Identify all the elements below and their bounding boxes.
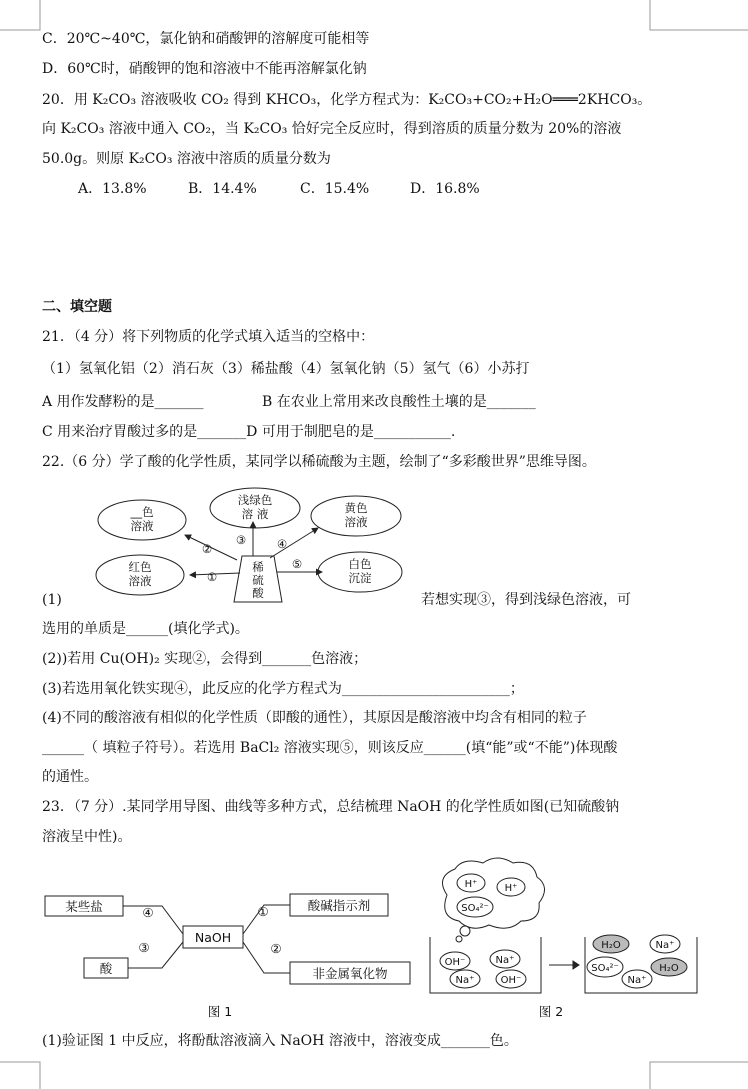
label-5: ⑤: [291, 557, 303, 571]
fig1-nonmetal-oxide: 非金属氧化物: [312, 966, 388, 981]
fig2-caption: 图 2: [538, 1004, 564, 1019]
q22-part1-continued: 选用的单质是______(填化学式)。: [42, 621, 249, 637]
n4-line2: 溶液: [344, 515, 368, 529]
label-1: ①: [206, 570, 218, 584]
n5-line2: 沉淀: [348, 571, 372, 585]
n1-line1: 红色: [128, 560, 152, 574]
center-char-1: 稀: [252, 560, 264, 574]
fig1-label-2: ②: [270, 941, 282, 956]
q20-line-1: 20．用 K₂CO₃ 溶液吸收 CO₂ 得到 KHCO₃，化学方程式为：K₂CO₃+CO₂+H₂O═══2KHCO₃。: [42, 92, 652, 108]
fig1-caption: 图 1: [207, 1004, 233, 1019]
fig1-naoh: NaOH: [194, 930, 232, 945]
q22-part1-number: (1): [42, 592, 62, 608]
cloud-ion-1: H⁺: [464, 879, 478, 890]
q20-option-d: D．16.8%: [410, 181, 480, 197]
q23-line-2: 溶液呈中性)。: [42, 829, 132, 845]
q23-part1: (1)验证图 1 中反应，将酚酞溶液滴入 NaOH 溶液中，溶液变成_______色。: [42, 1033, 518, 1049]
label-2: ②: [201, 542, 213, 556]
q20-line-3: 50.0g。则原 K₂CO₃ 溶液中溶质的质量分数为: [42, 151, 331, 167]
naoh-concept-map: [40, 884, 420, 1024]
q22-part2: (2))若用 Cu(OH)₂ 实现②，会得到_______色溶液；: [42, 651, 368, 667]
center-char-3: 酸: [252, 586, 264, 600]
q22-part4-line1: (4)不同的酸溶液有相似的化学性质（即酸的通性），其原因是酸溶液中均含有相同的粒子: [42, 710, 587, 726]
b2-particle-5: Na⁺: [627, 975, 647, 986]
n5-line1: 白色: [348, 557, 372, 571]
acid-cloud: [443, 858, 545, 928]
n2-line2: 溶液: [130, 519, 154, 533]
q23-line-1: 23．（7 分）.某同学用导图、曲线等多种方式，总结梳理 NaOH 的化学性质如图(已知硫酸钠: [42, 799, 620, 815]
fig1-salt: 某些盐: [65, 899, 103, 914]
corner-mark-bottom-right: [648, 1050, 748, 1089]
q22-part1-text: 若想实现③，得到浅绿色溶液，可: [421, 592, 631, 608]
n2-line1: __色: [130, 505, 154, 519]
fig1-indicator: 酸碱指示剂: [307, 898, 371, 913]
q20-option-a: A．13.8%: [78, 181, 147, 197]
q21-part-a: A 用作发酵粉的是_______: [42, 394, 204, 410]
fig1-label-4: ④: [142, 905, 154, 920]
q22-part3: (3)若选用氧化铁实现④，此反应的化学方程式为________________________；: [42, 681, 524, 697]
b1-ion-2: Na⁺: [495, 955, 515, 966]
label-3: ③: [235, 533, 247, 547]
q21-part-cd: C 用来治疗胃酸过多的是_______D 可用于制肥皂的是___________.: [42, 424, 456, 440]
b1-ion-3: Na⁺: [455, 975, 475, 986]
corner-mark-top-left: [0, 0, 48, 40]
q22-line-1: 22.（6 分）学了酸的化学性质，某同学以稀硫酸为主题，绘制了“多彩酸世界”思维导图。: [42, 454, 596, 470]
b2-particle-2: Na⁺: [655, 940, 675, 951]
neutralization-diagram: [425, 855, 715, 1025]
cloud-ion-3: SO₄²⁻: [461, 903, 489, 914]
q20-option-c: C．15.4%: [300, 181, 370, 197]
n3-line2: 溶 液: [241, 507, 269, 521]
q21-line-1: 21．（4 分）将下列物质的化学式填入适当的空格中：: [42, 329, 375, 345]
b1-ion-1: OH⁻: [444, 957, 466, 968]
b2-particle-4: H₂O: [659, 963, 679, 974]
cloud-ion-2: H⁺: [504, 883, 518, 894]
q19-option-d: D．60℃时，硝酸钾的饱和溶液中不能再溶解氯化钠: [42, 61, 367, 77]
b2-particle-3: SO₄²⁻: [591, 963, 619, 974]
b1-ion-4: OH⁻: [500, 975, 522, 986]
q20-options: [78, 180, 480, 198]
acid-mind-map: [90, 480, 430, 610]
fig1-acid: 酸: [99, 961, 113, 976]
n4-line1: 黄色: [344, 501, 368, 515]
q21-part-b: B 在农业上常用来改良酸性土壤的是_______: [262, 394, 536, 410]
section-title: 二、填空题: [42, 299, 112, 315]
corner-mark-bottom-left: [0, 1050, 48, 1089]
q20-line-2: 向 K₂CO₃ 溶液中通入 CO₂，当 K₂CO₃ 恰好完全反应时，得到溶质的质量分数为 20%的溶液: [42, 121, 622, 137]
label-4: ④: [276, 537, 288, 551]
q19-option-c: C．20℃~40℃，氯化钠和硝酸钾的溶解度可能相等: [42, 31, 370, 47]
corner-mark-top-right: [648, 0, 748, 40]
q22-part4-line3: 的通性。: [42, 769, 98, 785]
b2-particle-1: H₂O: [601, 940, 621, 951]
q20-option-b: B．14.4%: [188, 181, 257, 197]
fig1-label-1: ①: [257, 904, 269, 919]
fig1-label-3: ③: [138, 940, 150, 955]
n3-line1: 浅绿色: [237, 493, 273, 507]
q22-part4-line2: ______（ 填粒子符号）。若选用 BaCl₂ 溶液实现⑤，则该反应______(填“能”或“不能”)体现酸: [42, 740, 618, 756]
q21-line-2: （1）氢氧化铝（2）消石灰（3）稀盐酸（4）氢氧化钠（5）氢气（6）小苏打: [42, 361, 530, 377]
n1-line2: 溶液: [128, 574, 152, 588]
center-char-2: 硫: [252, 573, 264, 587]
